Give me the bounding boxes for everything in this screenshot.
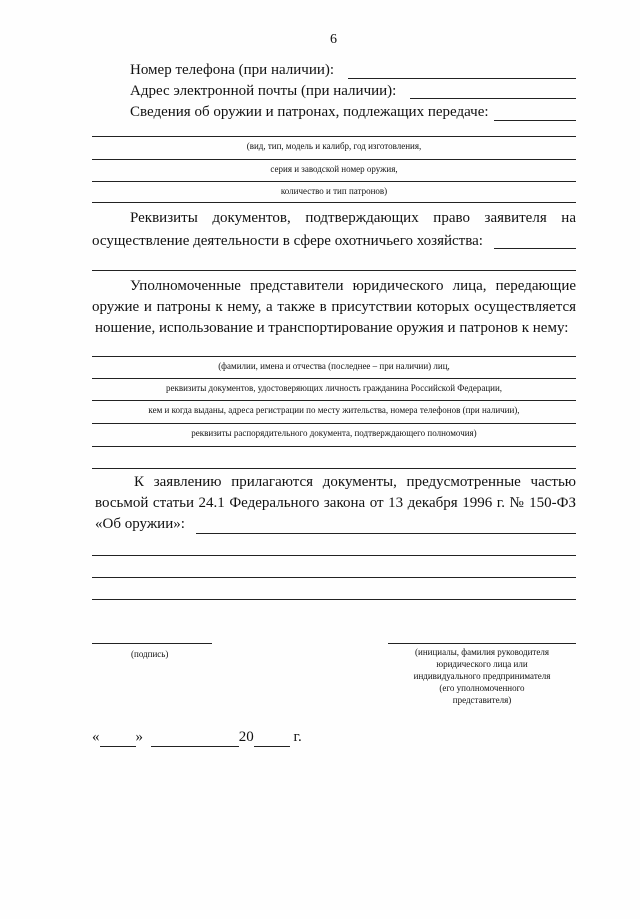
representatives-caption-3: кем и когда выданы, адреса регистрации по месту жительства, номера телефонов (при наличии), bbox=[148, 405, 520, 415]
weapons-field-line[interactable] bbox=[494, 120, 576, 121]
representatives-line-1: Уполномоченные представители юридического лица, передающие bbox=[130, 278, 576, 294]
requisites-line-2: осуществление деятельности в сфере охотничьего хозяйства: bbox=[92, 233, 483, 249]
date-month-field[interactable] bbox=[151, 729, 239, 747]
date-close-quote: » bbox=[135, 729, 143, 745]
date-year-field[interactable] bbox=[254, 729, 290, 747]
requisites-extra-line[interactable] bbox=[92, 270, 576, 271]
weapon-info-line-4[interactable] bbox=[92, 202, 576, 203]
requisites-line-1: Реквизиты документов, подтверждающих право заявителя на bbox=[130, 210, 576, 226]
name-caption-line-3: индивидуального предпринимателя bbox=[413, 671, 551, 681]
representatives-info-line-6[interactable] bbox=[92, 468, 576, 469]
attachments-line-3: «Об оружии»: bbox=[95, 516, 185, 532]
name-caption-line-1: (инициалы, фамилия руководителя bbox=[415, 647, 549, 657]
representatives-info-line-1[interactable] bbox=[92, 356, 576, 357]
attachments-field-line[interactable] bbox=[196, 533, 576, 534]
representatives-caption-1: (фамилии, имена и отчества (последнее – при наличии) лиц, bbox=[218, 361, 450, 371]
requisites-field-line[interactable] bbox=[494, 248, 576, 249]
email-label: Адрес электронной почты (при наличии): bbox=[130, 83, 397, 99]
name-caption-line-2: юридического лица или bbox=[436, 659, 528, 669]
representatives-line-3: ношение, использование и транспортирование оружия и патронов к нему: bbox=[95, 320, 569, 336]
representatives-info-line-5[interactable] bbox=[92, 446, 576, 447]
signature-caption: (подпись) bbox=[131, 649, 169, 659]
weapon-caption-2: серия и заводской номер оружия, bbox=[270, 164, 398, 174]
weapon-caption-3: количество и тип патронов) bbox=[280, 186, 388, 196]
representatives-info-line-3[interactable] bbox=[92, 400, 576, 401]
email-field-line[interactable] bbox=[410, 98, 576, 99]
representatives-info-line-4[interactable] bbox=[92, 423, 576, 424]
name-caption-line-4: (его уполномоченного bbox=[439, 683, 525, 693]
representatives-caption-4: реквизиты распорядительного документа, подтверждающего полномочия) bbox=[191, 428, 477, 438]
representatives-line-2: оружие и патроны к нему, а также в присутствии которых осуществляется bbox=[92, 299, 576, 315]
date-year-suffix: г. bbox=[293, 729, 302, 745]
date-open-quote: « bbox=[92, 729, 100, 745]
weapon-info-line-2[interactable] bbox=[92, 159, 576, 160]
weapon-caption-1: (вид, тип, модель и калибр, год изготовления, bbox=[246, 141, 422, 151]
weapon-info-line-1[interactable] bbox=[92, 136, 576, 137]
name-line[interactable] bbox=[388, 643, 576, 644]
date-year-prefix: 20 bbox=[238, 729, 254, 745]
name-caption bbox=[388, 646, 576, 706]
phone-field-line[interactable] bbox=[348, 78, 576, 79]
phone-label: Номер телефона (при наличии): bbox=[130, 62, 335, 78]
representatives-caption-2: реквизиты документов, удостоверяющих личность гражданина Российской Федерации, bbox=[165, 383, 503, 393]
weapon-info-line-3[interactable] bbox=[92, 181, 576, 182]
attachments-extra-line-1[interactable] bbox=[92, 555, 576, 556]
attachments-line-2: восьмой статьи 24.1 Федерального закона от 13 декабря 1996 г. № 150-ФЗ bbox=[95, 495, 576, 511]
attachments-line-1: К заявлению прилагаются документы, предусмотренные частью bbox=[134, 474, 576, 490]
date-row bbox=[92, 729, 302, 747]
signature-line[interactable] bbox=[92, 643, 212, 644]
attachments-extra-line-3[interactable] bbox=[92, 599, 576, 600]
date-day-field[interactable] bbox=[100, 729, 136, 747]
name-caption-line-5: представителя) bbox=[452, 695, 512, 705]
attachments-extra-line-2[interactable] bbox=[92, 577, 576, 578]
weapons-label: Сведения об оружии и патронах, подлежащих передаче: bbox=[130, 104, 489, 120]
page-number: 6 bbox=[330, 32, 337, 47]
representatives-info-line-2[interactable] bbox=[92, 378, 576, 379]
